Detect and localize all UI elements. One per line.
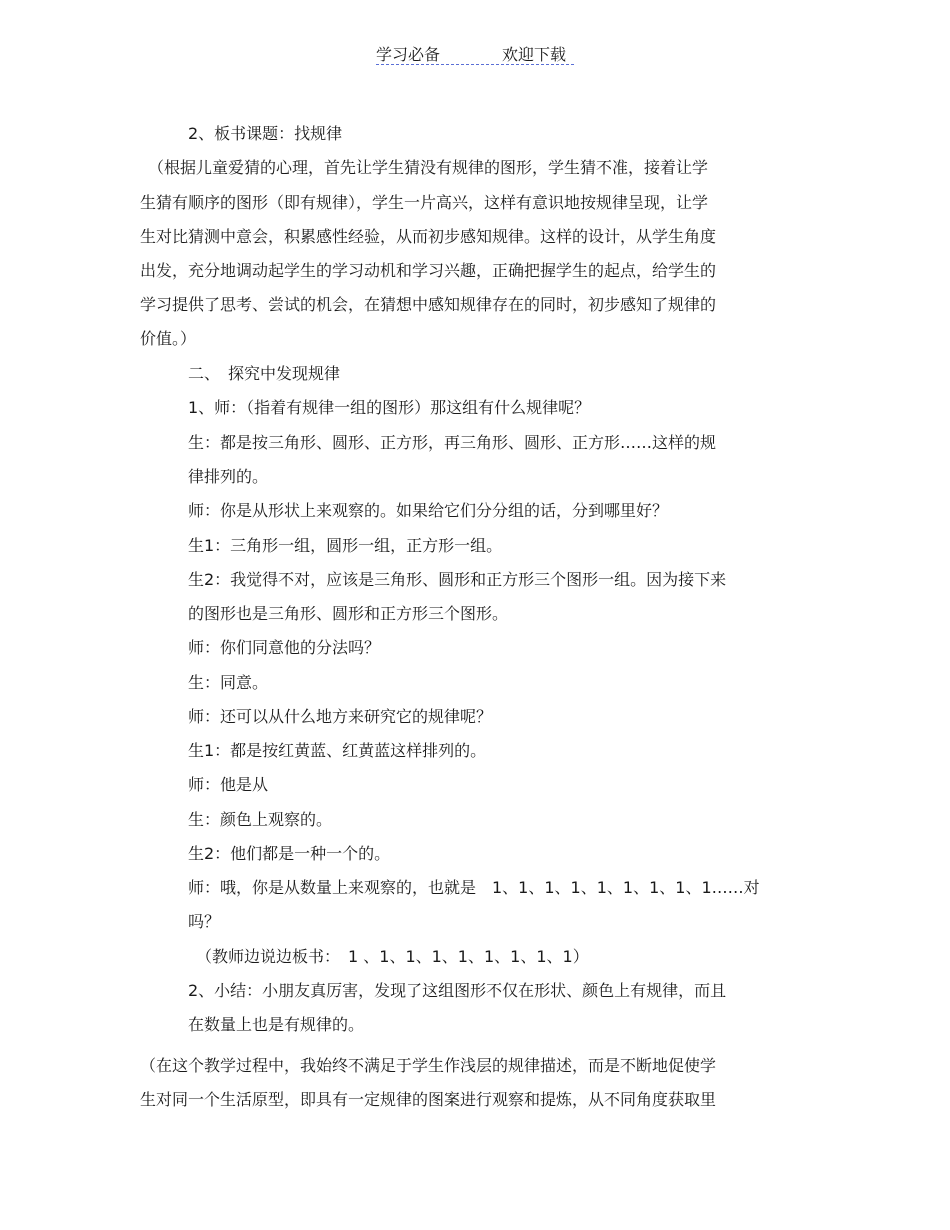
section-heading: 二、 探究中发现规律: [188, 364, 341, 383]
line-10: 生：都是按三角形、圆形、正方形，再三角形、圆形、正方形……这样的规: [188, 433, 717, 452]
line-22: 生2：他们都是一种一个的。: [188, 844, 391, 863]
line-18: 师：还可以从什么地方来研究它的规律呢？: [188, 707, 493, 726]
line-28: （在这个教学过程中，我始终不满足于学生作浅层的规律描述，而是不断地促使学: [140, 1056, 717, 1075]
line-24: 吗？: [188, 912, 221, 931]
line-6: 学习提供了思考、尝试的机会，在猜想中感知规律存在的同时，初步感知了规律的: [140, 295, 717, 314]
line-23: 师：哦，你是从数量上来观察的，也就是 1、1、1、1、1、1、1、1、1……对: [188, 878, 760, 897]
line-3: 生猜有顺序的图形（即有规律），学生一片高兴，这样有意识地按规律呈现，让学: [140, 193, 709, 212]
page-header: [376, 38, 574, 65]
line-13: 生1：三角形一组，圆形一组，正方形一组。: [188, 536, 503, 555]
line-16: 师：你们同意他的分法吗？: [188, 638, 381, 657]
line-9: 1、师：（指着有规律一组的图形）那这组有什么规律呢？: [188, 398, 591, 417]
line-2: （根据儿童爱猜的心理，首先让学生猜没有规律的图形，学生猜不准，接着让学: [148, 158, 709, 177]
line-19: 生1：都是按红黄蓝、红黄蓝这样排列的。: [188, 741, 487, 760]
line-7: 价值。）: [140, 329, 197, 348]
line-4: 生对比猜测中意会，积累感性经验，从而初步感知规律。这样的设计，从学生角度: [140, 227, 717, 246]
line-25: （教师边说边板书： 1 、1、1、1、1、1、1、1、1）: [196, 947, 589, 966]
line-29: 生对同一个生活原型，即具有一定规律的图案进行观察和提炼，从不同角度获取里: [140, 1090, 717, 1109]
header-right-text: 欢迎下载: [502, 45, 567, 64]
line-11: 律排列的。: [188, 467, 269, 486]
header-left-text: 学习必备: [376, 45, 441, 64]
line-17: 生：同意。: [188, 673, 269, 692]
line-12: 师：你是从形状上来观察的。如果给它们分分组的话，分到哪里好？: [188, 501, 669, 520]
line-5: 出发，充分地调动起学生的学习动机和学习兴趣，正确把握学生的起点，给学生的: [140, 261, 717, 280]
line-15: 的图形也是三角形、圆形和正方形三个图形。: [188, 604, 509, 623]
line-26: 2、小结：小朋友真厉害，发现了这组图形不仅在形状、颜色上有规律，而且: [188, 981, 727, 1000]
line-20: 师：他是从: [188, 775, 269, 794]
line-21: 生：颜色上观察的。: [188, 810, 333, 829]
line-14: 生2：我觉得不对，应该是三角形、圆形和正方形三个图形一组。因为接下来: [188, 570, 727, 589]
line-1: 2、板书课题：找规律: [188, 124, 343, 143]
line-27: 在数量上也是有规律的。: [188, 1015, 365, 1034]
